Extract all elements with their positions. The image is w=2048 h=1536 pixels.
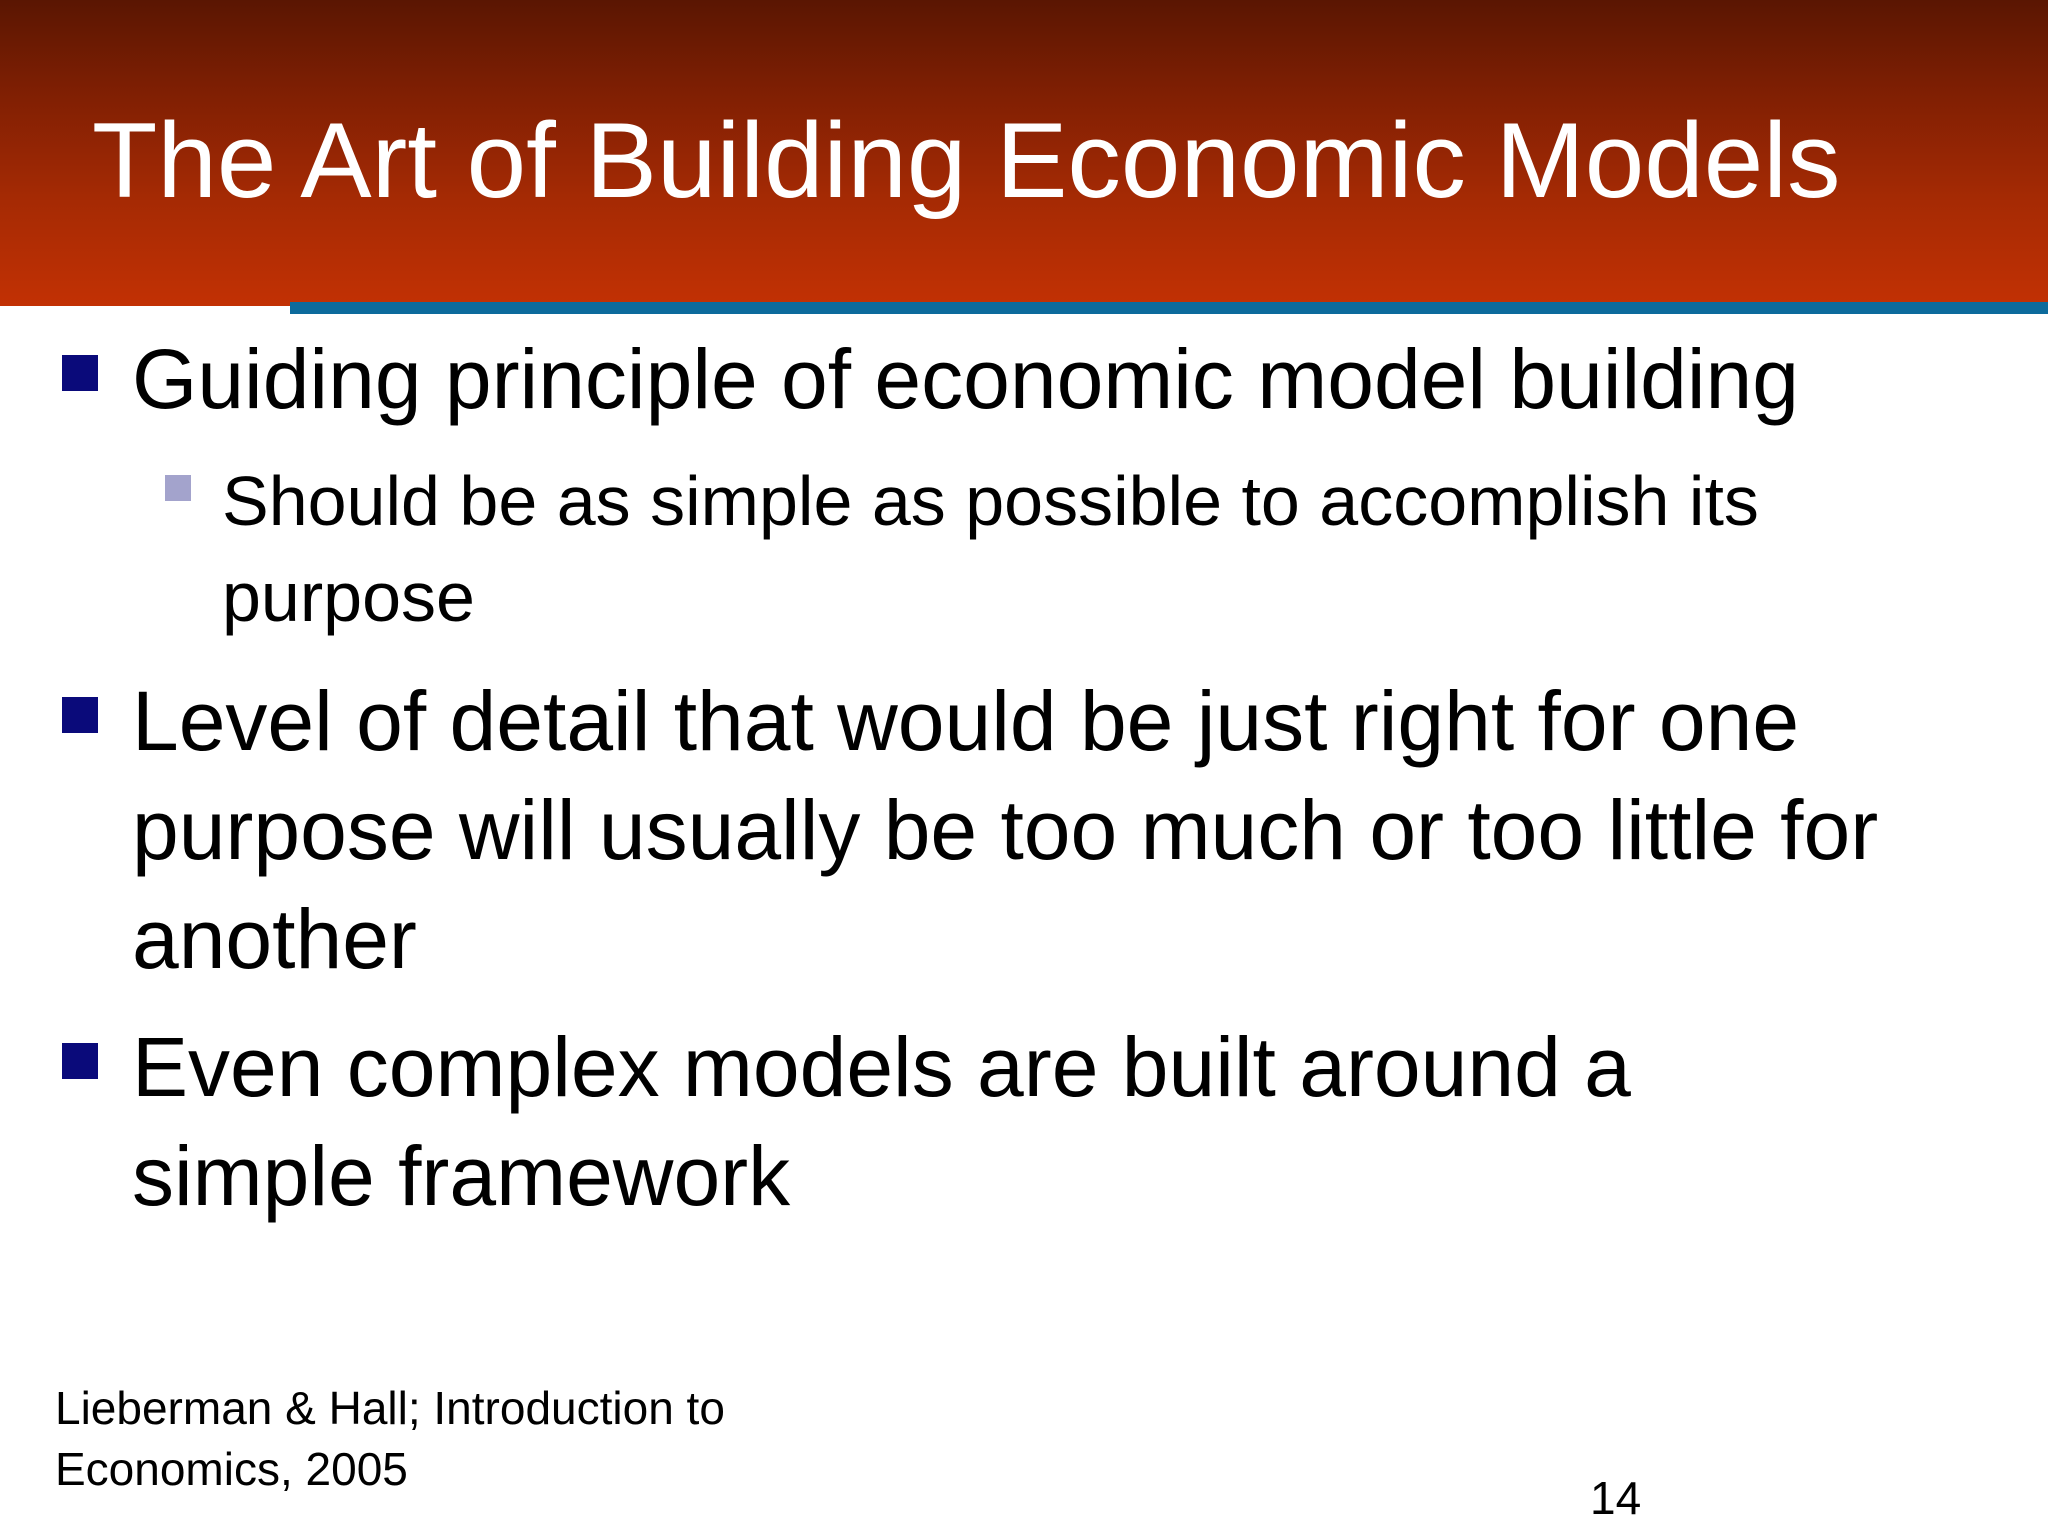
- source-citation: Lieberman & Hall; Introduction to Economics, 2005: [55, 1382, 725, 1495]
- bullet-text: Even complex models are built around a simple framework: [132, 1020, 1631, 1223]
- bullet-square-icon: [62, 697, 98, 733]
- bullet-text: Guiding principle of economic model building: [132, 332, 1799, 426]
- sub-bullet-text: Should be as simple as possible to accomplish its purpose: [222, 462, 1759, 636]
- title-bar: [0, 0, 2048, 306]
- bullet-square-icon: [62, 1043, 98, 1079]
- bullet-text: Level of detail that would be just right for one purpose will usually be too much or too little for another: [132, 674, 1879, 986]
- slide-title: The Art of Building Economic Models: [92, 100, 1841, 220]
- page-number: 14: [1590, 1472, 1642, 1524]
- bullet-square-icon: [62, 355, 98, 391]
- title-divider: [290, 302, 2048, 314]
- sub-bullet-square-icon: [165, 475, 191, 501]
